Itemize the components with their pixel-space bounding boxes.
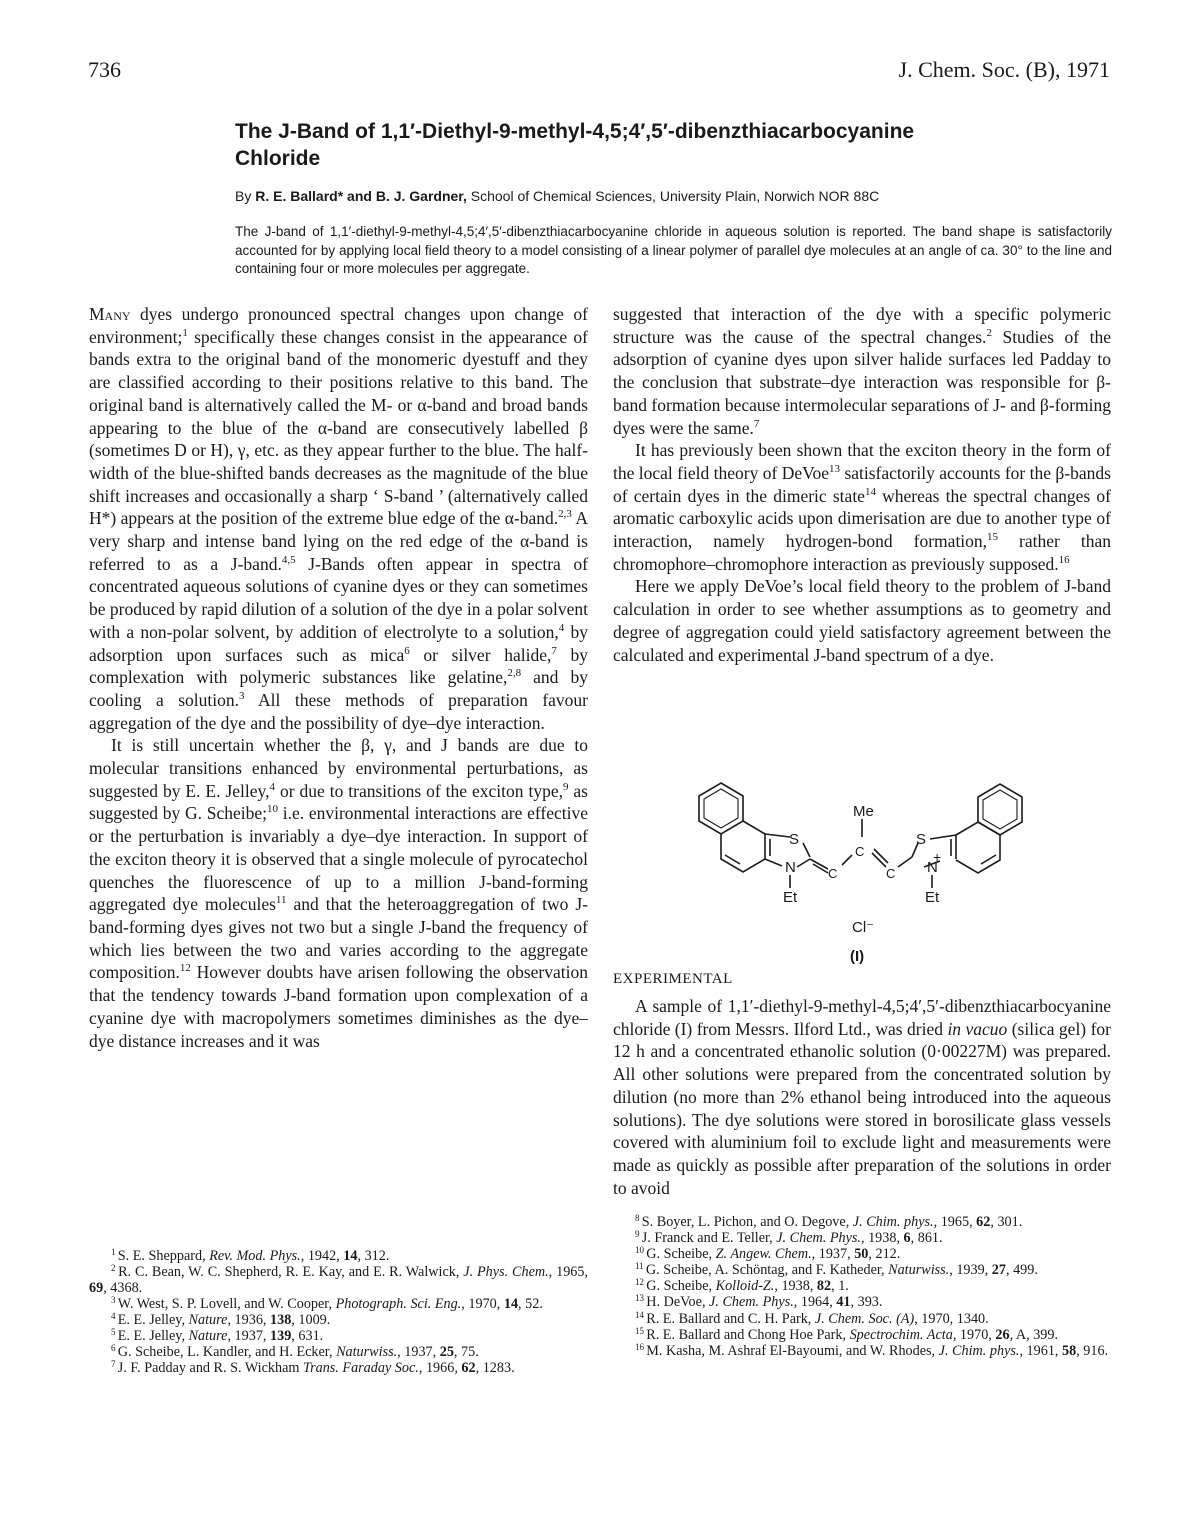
paragraph: It is still uncertain whether the β, γ, and J bands are due to molecular transitions enhanced by environmental perturbations, as suggested by E. E. Jelley,$^4$ or due to transitions of the exciton type,$^9$ as suggested by G. Scheibe;$^{10}$ i.e. environmental interactions are effective or the perturbation is invariably a dye–dye interaction. In support of the exciton theory it is observed that a single molecule of pyrocatechol quenches the fluorescence of up to a million J-band-forming aggregated dye molecules$^{11}$ and that the heteroaggregation of two J-band-forming dyes gives not two but a single J-band the frequency of which lies between the two and varies according to the aggregate composition.$^{12}$ However doubts have arisen following the observation that the tendency towards J-band formation upon complexation of a cyanine dye with macropolymers sometimes diminishes as the dye–dye distance increases and it was — [89, 735, 589, 1051]
atom-s-left: S — [789, 831, 800, 848]
references-left — [89, 1249, 588, 1377]
experimental-body — [613, 995, 1111, 1199]
byline-prefix: By — [235, 188, 256, 204]
paragraph: Many dyes undergo pronounced spectral changes upon change of environment;$^1$ specifically these changes consist in the appearance of bands extra to the original band of the monomeric dyestuff and they are classified according to their positions relative to this band. The original band is alternatively called the M- or α-band and broad bands appearing to the blue of the α-band are consecutively labelled β (sometimes D or H), γ, etc. as they appear further to the blue. The half-width of the blue-shifted bands decreases as the magnitude of the blue shift increases and occasionally a sharp ‘ S-band ’ (alternatively called H*) appears at the position of the extreme blue edge of the α-band.$^{2,3}$ A very sharp and intense band lying on the red edge of the α-band is referred to as a J-band.$^{4,5}$ J-Bands often appear in spectra of concentrated aqueous solutions of cyanine dyes or they can sometimes be produced by rapid dilution of a solution of the dye in a polar solvent with a non-polar solvent, by addition of electrolyte to a solution,$^4$ by adsorption upon surfaces such as mica$^6$ or silver halide,$^7$ by complexation with polymeric substances like gelatine,$^{2,8}$ and by cooling a solution.$^3$ All these methods of preparation favour aggregation of the dye and the possibility of dye–dye interaction. — [89, 304, 589, 733]
chloride-anion: Cl⁻ — [852, 919, 875, 936]
reference-item: $^{12}$ G. Scheibe, Kolloid-Z., 1938, 82, 1. — [635, 1277, 849, 1295]
article-title — [235, 118, 1115, 172]
left-lower-ring — [721, 821, 765, 872]
reference-item: $^1$ S. E. Sheppard, Rev. Mod. Phys., 1942, 14, 312. — [111, 1247, 390, 1264]
byline-affiliation: School of Chemical Sciences, University Plain, Norwich NOR 88C — [466, 188, 880, 204]
paragraph: Here we apply DeVoe’s local field theory to the problem of J-band calculation in order to see whether assumptions as to geometry and degree of aggregation could yield satisfactory agreement between the calculated and experimental J-band spectrum of a dye. — [613, 576, 1111, 665]
ethyl-left: Et — [783, 889, 798, 906]
atom-s-right: S — [916, 831, 927, 848]
left-upper-ring-inner — [704, 789, 738, 828]
ethyl-right: Et — [925, 889, 940, 906]
methyl-group: Me — [853, 803, 874, 820]
reference-item: $^{11}$ G. Scheibe, A. Schöntag, and F. Katheder, Naturwiss., 1939, 27, 499. — [635, 1261, 1038, 1279]
right-column-body — [613, 303, 1111, 666]
atom-c-1: C — [828, 866, 838, 881]
reference-item: $^{14}$ R. E. Ballard and C. H. Park, J. Chem. Soc. (A), 1970, 1340. — [635, 1309, 989, 1327]
reference-item: $^8$ S. Boyer, L. Pichon, and O. Degove, J. Chim. phys., 1965, 62, 301. — [635, 1213, 1023, 1230]
right-upper-ring — [978, 784, 1022, 835]
left-column-body — [89, 303, 588, 1052]
right-lower-ring — [956, 822, 1000, 873]
section-heading: EXPERIMENTAL — [613, 971, 733, 987]
paragraph: A sample of 1,1′-diethyl-9-methyl-4,5;4′,5′-dibenzthiacarbocyanine chloride (I) from Messrs. Ilford Ltd., was dried in vacuo (silica gel) for 12 h and a concentrated ethanolic solution (0·00227M) was prepared. All other solutions were prepared from the concentrated solution by dilution (no more than 2% ethanol being introduced into the aqueous solutions). The dye solutions were stored in borosilicate glass vessels covered with aluminium foil to exclude light and measurements were made as quickly as possible after preparation of the solutions in order to avoid — [613, 996, 1111, 1198]
reference-item: $^2$ R. C. Bean, W. C. Shepherd, R. E. Kay, and E. R. Walwick, J. Phys. Chem., 1965, 69, 4368. — [89, 1263, 589, 1296]
chemical-structure — [690, 775, 1030, 970]
atom-c-3: C — [886, 866, 896, 881]
compound-label: (I) — [850, 948, 865, 965]
reference-item: $^{15}$ R. E. Ballard and Chong Hoe Park, Spectrochim. Acta, 1970, 26, A, 399. — [635, 1325, 1059, 1343]
right-upper-ring-inner — [983, 790, 1017, 829]
page-number: 736 — [88, 57, 121, 82]
reference-item: $^9$ J. Franck and E. Teller, J. Chem. Phys., 1938, 6, 861. — [635, 1229, 943, 1247]
journal-reference: J. Chem. Soc. (B), 1971 — [898, 57, 1110, 82]
title-line-2: Chloride — [235, 147, 321, 170]
reference-item: $^3$ W. West, S. P. Lovell, and W. Cooper, Photograph. Sci. Eng., 1970, 14, 52. — [111, 1294, 543, 1312]
structure-bonds — [699, 783, 1022, 888]
references-right — [613, 1215, 1111, 1360]
reference-item: $^7$ J. F. Padday and R. S. Wickham Trans. Faraday Soc., 1966, 62, 1283. — [111, 1359, 515, 1377]
title-line-1: The J-Band of 1,1′-Diethyl-9-methyl-4,5;4′,5′-dibenzthiacarbocyanine — [235, 120, 915, 143]
abstract: The J-band of 1,1′-diethyl-9-methyl-4,5;4′,5′-dibenzthiacarbocyanine chloride in aqueous solution is reported. The band shape is satisfactorily accounted for by applying local field theory to a model consisting of a linear polymer of parallel dye molecules at an angle of ca. 30° to the line and containing four or more molecules per aggregate. — [235, 224, 1112, 276]
reference-item: $^{16}$ M. Kasha, M. Ashraf El-Bayoumi, and W. Rhodes, J. Chim. phys., 1961, 58, 916. — [635, 1341, 1109, 1359]
atom-n-left: N — [785, 859, 796, 876]
reference-item: $^4$ E. E. Jelley, Nature, 1936, 138, 1009. — [111, 1310, 331, 1328]
reference-item: $^{10}$ G. Scheibe, Z. Angew. Chem., 1937, 50, 212. — [635, 1245, 901, 1263]
byline — [235, 188, 1135, 204]
reference-item: $^{13}$ H. DeVoe, J. Chem. Phys., 1964, 41, 393. — [635, 1293, 883, 1311]
paragraph: suggested that interaction of the dye with a specific polymeric structure was the cause of the spectral changes.$^2$ Studies of the adsorption of cyanine dyes upon silver halide surfaces led Padday to the conclusion that substrate–dye interaction was responsible for β-band formation because intermolecular separations of J- and β-forming dyes were the same.$^7$ — [613, 304, 1111, 438]
atom-c-2: C — [855, 844, 865, 859]
paragraph: It has previously been shown that the exciton theory in the form of the local field theory of DeVoe$^{13}$ satisfactorily accounts for the β-bands of certain dyes in the dimeric state$^{14}$ whereas the spectral changes of aromatic carboxylic acids upon dimerisation are due to another type of interaction, namely hydrogen-bond formation,$^{15}$ rather than chromophore–chromophore interaction as previously supposed.$^{16}$ — [613, 440, 1111, 574]
left-upper-ring — [699, 783, 743, 834]
reference-item: $^5$ E. E. Jelley, Nature, 1937, 139, 631. — [111, 1326, 324, 1344]
positive-charge: + — [933, 849, 942, 865]
atom-n-right: N — [927, 859, 938, 876]
byline-authors: R. E. Ballard* and B. J. Gardner, — [255, 188, 467, 204]
reference-item: $^6$ G. Scheibe, L. Kandler, and H. Ecker, Naturwiss., 1937, 25, 75. — [111, 1343, 479, 1361]
